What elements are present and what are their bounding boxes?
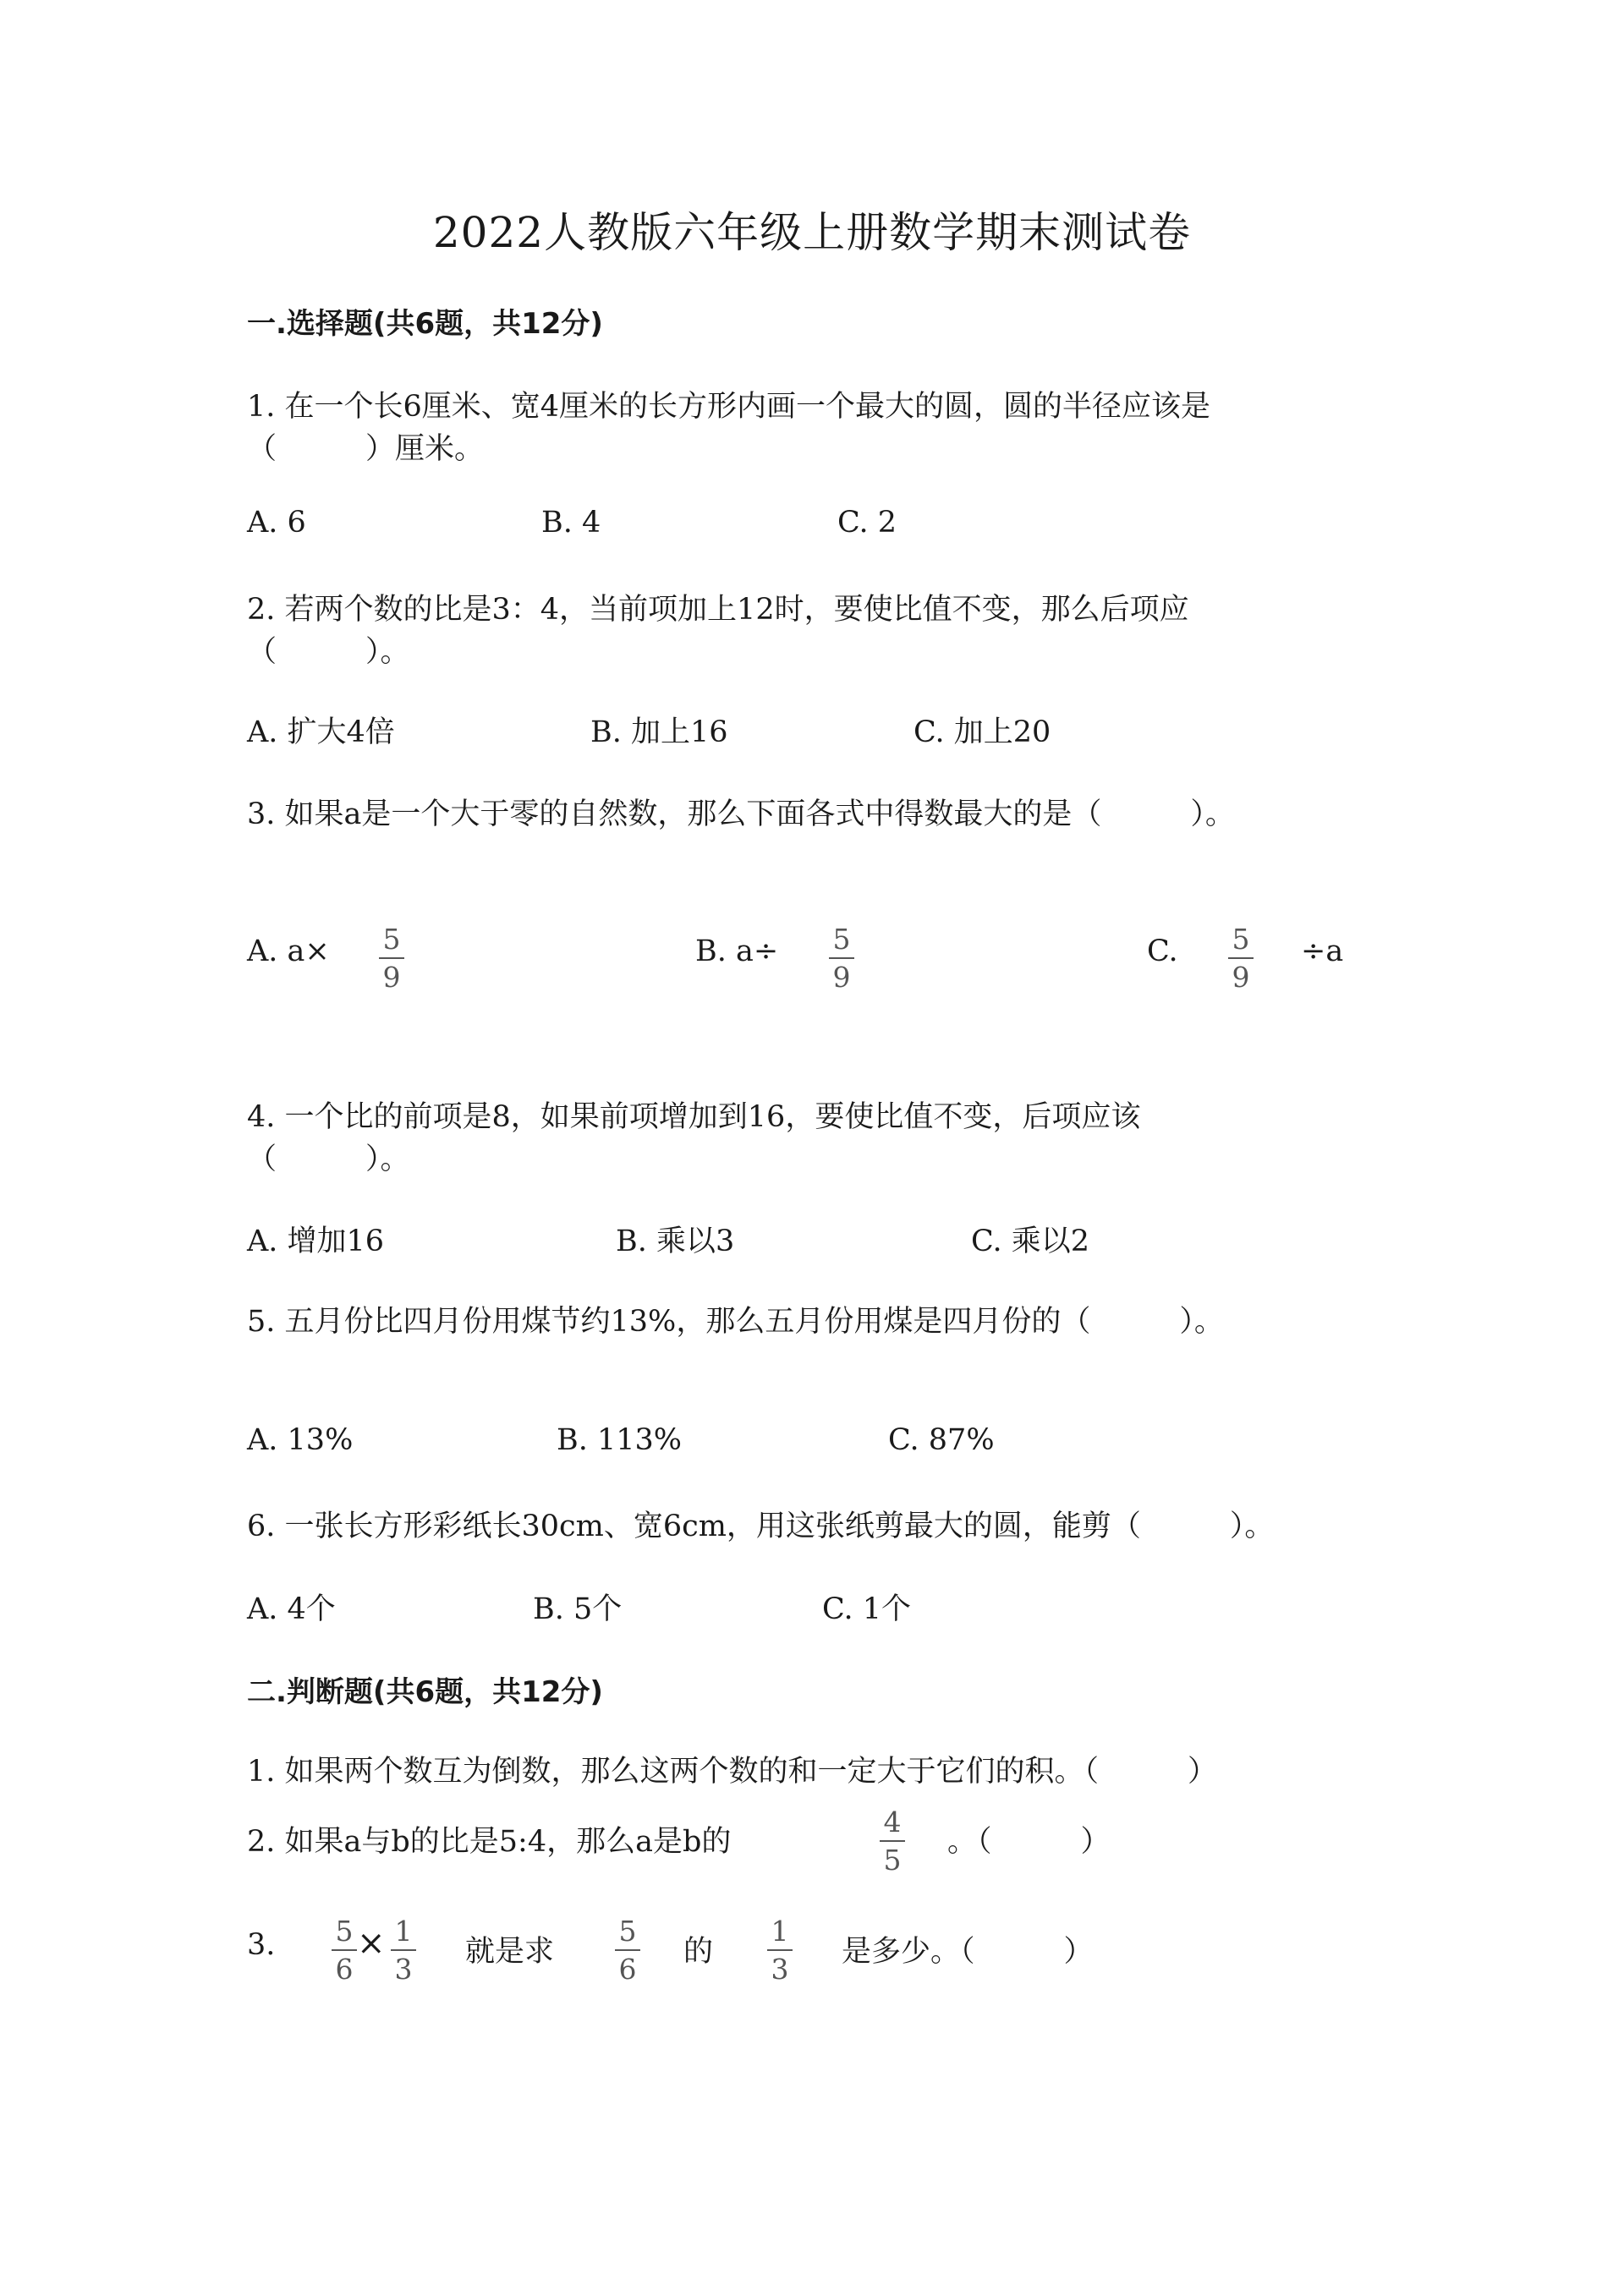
- fraction-denominator: 3: [771, 1953, 789, 1986]
- fraction-bar: [391, 1949, 416, 1951]
- fraction-denominator: 6: [335, 1953, 354, 1986]
- s1-q6-option-b: B. 5个: [533, 1592, 623, 1626]
- fraction-numerator: 1: [771, 1915, 789, 1948]
- page-title: 2022人教版六年级上册数学期末测试卷: [432, 208, 1192, 257]
- s2-q2-fraction: [880, 1806, 905, 1877]
- s1-q2-option-a: A. 扩大4倍: [247, 715, 395, 749]
- s2-q2-post: 。（ ）: [947, 1825, 1111, 1859]
- s2-q2-pre: 2. 如果a与b的比是5:4，那么a是b的: [247, 1825, 732, 1859]
- fraction-bar: [615, 1949, 640, 1951]
- fraction-denominator: 5: [883, 1844, 902, 1877]
- fraction-numerator: 1: [394, 1915, 413, 1948]
- s1-q2-option-b: B. 加上16: [590, 715, 728, 749]
- s1-q5-option-b: B. 113%: [557, 1423, 683, 1457]
- fraction-numerator: 5: [618, 1915, 637, 1948]
- s2-q3-fraction-1: [332, 1915, 357, 1986]
- s1-q6-line1: 6. 一张长方形彩纸长30cm、宽6cm，用这张纸剪最大的圆，能剪（ ）。: [247, 1510, 1275, 1543]
- fraction-numerator: 5: [1232, 923, 1250, 956]
- s1-q6-option-c: C. 1个: [822, 1592, 912, 1626]
- section2-heading: 二.判断题(共6题，共12分): [247, 1675, 603, 1709]
- s1-q3-option-c: C.: [1147, 934, 1178, 968]
- s1-q4-line1: 4. 一个比的前项是8，如果前项增加到16，要使比值不变，后项应该: [247, 1100, 1141, 1134]
- fraction-numerator: 5: [832, 923, 851, 956]
- s1-q5-option-a: A. 13%: [247, 1423, 354, 1457]
- s1-q5-line1: 5. 五月份比四月份用煤节约13%，那么五月份用煤是四月份的（ ）。: [247, 1305, 1224, 1339]
- s1-q1-option-a: A. 6: [247, 506, 306, 540]
- s1-q6-option-a: A. 4个: [247, 1592, 336, 1626]
- s2-q3-fraction-2: [391, 1915, 416, 1986]
- s1-q2-line1: 2. 若两个数的比是3：4，当前项加上12时，要使比值不变，那么后项应: [247, 593, 1189, 627]
- fraction-denominator: 6: [618, 1953, 637, 1986]
- s1-q2-line2: （ ）。: [247, 635, 410, 669]
- fraction-denominator: 9: [832, 961, 851, 994]
- fraction-numerator: 4: [883, 1806, 902, 1838]
- fraction-bar: [1228, 957, 1254, 959]
- s1-q3-option-a: A. a×: [247, 934, 330, 968]
- s2-q3-text-3: 是多少。（ ）: [842, 1935, 1094, 1969]
- fraction-denominator: 9: [382, 961, 401, 994]
- s2-q3-number: 3.: [247, 1928, 276, 1962]
- s1-q3-option-c-fraction: [1228, 923, 1254, 994]
- s2-q3-fraction-3: [615, 1915, 640, 1986]
- fraction-bar: [767, 1949, 793, 1951]
- s1-q1-line1: 1. 在一个长6厘米、宽4厘米的长方形内画一个最大的圆，圆的半径应该是: [247, 390, 1211, 424]
- fraction-numerator: 5: [335, 1915, 354, 1948]
- s1-q1-line2: （ ）厘米。: [247, 432, 485, 466]
- times-sign: ×: [357, 1924, 386, 1963]
- fraction-denominator: 3: [394, 1953, 413, 1986]
- fraction-numerator: 5: [382, 923, 401, 956]
- fraction-bar: [332, 1949, 357, 1951]
- s2-q1: 1. 如果两个数互为倒数，那么这两个数的和一定大于它们的积。（ ）: [247, 1755, 1218, 1789]
- fraction-bar: [829, 957, 854, 959]
- s1-q3-option-b-fraction: [829, 923, 854, 994]
- s1-q3-option-c-tail: ÷a: [1301, 934, 1344, 968]
- s1-q5-option-c: C. 87%: [888, 1423, 995, 1457]
- s1-q1-option-b: B. 4: [541, 506, 601, 540]
- fraction-denominator: 9: [1232, 961, 1250, 994]
- s1-q4-option-a: A. 增加16: [247, 1225, 385, 1258]
- s1-q2-option-c: C. 加上20: [914, 715, 1051, 749]
- fraction-bar: [880, 1840, 905, 1842]
- section1-heading: 一.选择题(共6题，共12分): [247, 307, 603, 341]
- s2-q3-text-2: 的: [683, 1935, 714, 1969]
- fraction-bar: [379, 957, 404, 959]
- s1-q4-option-c: C. 乘以2: [971, 1225, 1090, 1258]
- s1-q4-option-b: B. 乘以3: [616, 1225, 735, 1258]
- s1-q3-line1: 3. 如果a是一个大于零的自然数，那么下面各式中得数最大的是（ ）。: [247, 797, 1235, 831]
- s2-q3-text-1: 就是求: [465, 1935, 555, 1969]
- s1-q1-option-c: C. 2: [837, 506, 897, 540]
- s2-q3-fraction-4: [767, 1915, 793, 1986]
- s1-q4-line2: （ ）。: [247, 1143, 410, 1176]
- s1-q3-option-a-fraction: [379, 923, 404, 994]
- s1-q3-option-b: B. a÷: [695, 934, 779, 968]
